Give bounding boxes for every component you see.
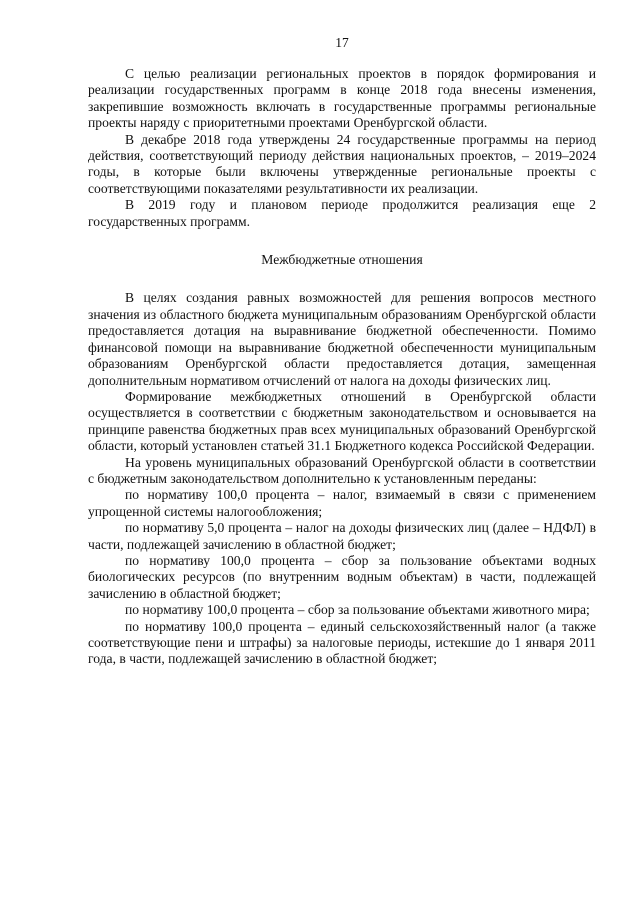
section-heading: Межбюджетные отношения (261, 252, 423, 268)
paragraph: С целью реализации региональных проектов в порядок формирования и реализации государственных программ в конце 2018 года внесены изменения, закрепившие возможность включать в государственные программы региональные проекты наряду с приоритетными проектами Оренбургской области. (88, 66, 596, 131)
paragraph: На уровень муниципальных образований Оренбургской области в соответствии с бюджетным законодательством дополнительно к установленным переданы: (88, 454, 596, 486)
paragraph: Формирование межбюджетных отношений в Оренбургской области осуществляется в соответствии с бюджетным законодательством и основывается на принципе равенства бюджетных прав всех муниципальных образований Оренбургской области, который установлен статьей 31.1 Бюджетного кодекса Российской Федерации. (88, 388, 596, 454)
paragraph: В 2019 году и плановом периоде продолжится реализация еще 2 государственных программ. (88, 197, 596, 229)
paragraph: В декабре 2018 года утверждены 24 государственные программы на период действия, соответствующий периоду действия национальных проектов, – 2019–2024 годы, в которые были включены утвержденные региональные проекты с соответствующими показателями результативности их реализации. (88, 131, 596, 196)
paragraph: В целях создания равных возможностей для решения вопросов местного значения из областного бюджета муниципальным образованиям Оренбургской области предоставляется дотация на выравнивание бюджетной обеспеченности. Помимо финансовой помощи на выравнивание бюджетной обеспеченности муниципальным образованиям Оренбургской области предоставляется дотация, замещенная дополнительным нормативом отчислений от налога на доходы физических лиц. (88, 290, 596, 388)
list-item-norm: по нормативу 5,0 процента – налог на доходы физических лиц (далее – НДФЛ) в части, подлежащей зачислению в областной бюджет; (88, 520, 596, 552)
list-item-norm: по нормативу 100,0 процента – сбор за пользование объектами водных биологических ресурсов (по внутренним водным объектам) в части, подлежащей зачислению в областной бюджет; (88, 552, 596, 601)
section-interbudget-relations (88, 290, 596, 667)
document-page (88, 28, 596, 668)
section-regional-projects (88, 66, 596, 230)
list-item-norm: по нормативу 100,0 процента – единый сельскохозяйственный налог (а также соответствующие пени и штрафы) за налоговые периоды, истекшие до 1 января 2011 года, в части, подлежащей зачислению в областной бюджет; (88, 618, 596, 667)
page-number: 17 (335, 35, 349, 50)
list-item-norm: по нормативу 100,0 процента – сбор за пользование объектами животного мира; (125, 602, 590, 618)
list-item-norm: по нормативу 100,0 процента – налог, взимаемый в связи с применением упрощенной системы налогообложения; (88, 487, 596, 519)
